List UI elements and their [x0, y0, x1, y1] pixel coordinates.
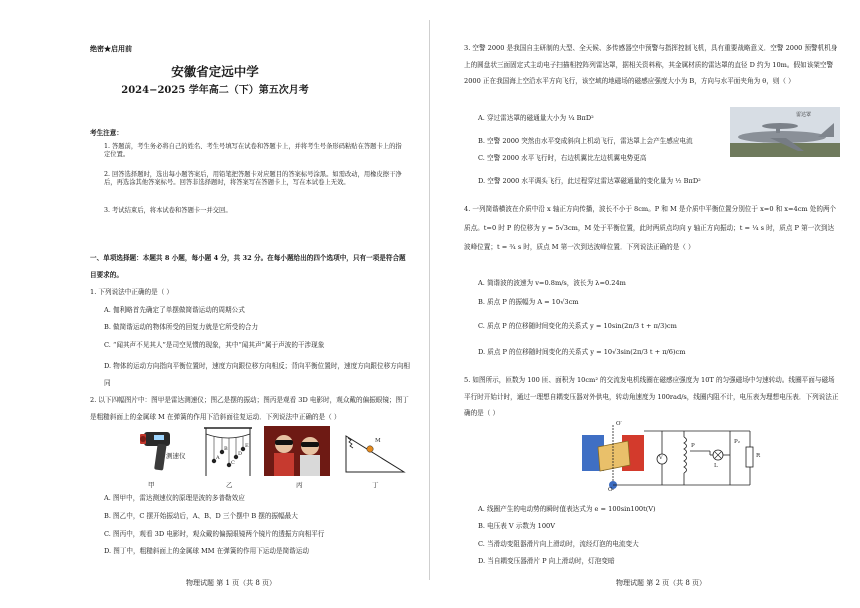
notice-3: 3. 考试结束后，将本试卷和答题卡一并交回。	[104, 207, 232, 214]
page-1-footer: 物理试题 第 1 页（共 8 页）	[186, 579, 277, 587]
axis-o-prime-label: O′	[616, 421, 622, 427]
q1-option-a: A. 伽利略首先确定了单摆做简谐运动的周期公式	[104, 306, 245, 314]
slider-p-label: P	[691, 443, 695, 449]
pendulum-b: B	[224, 446, 228, 452]
q1-option-c: C. “闻其声不见其人”是司空见惯的现象，其中“闻其声”属于声波的干涉现象	[104, 341, 325, 349]
notice-heading: 考生注意：	[90, 129, 123, 137]
resistor-label: R	[756, 453, 761, 459]
q2-option-c: C. 图丙中，观看 3D 电影时，观众戴的偏振眼镜两个镜片的透振方向相平行	[104, 530, 325, 538]
q1-option-b: B. 做简谐运动的物体所受的回复力就是它所受的合力	[104, 323, 259, 331]
q5-option-d: D. 当自耦变压器滑片 P 向上滑动时，灯泡变暗	[478, 557, 615, 565]
voltmeter-label: V	[659, 455, 663, 461]
slider-p2-label: P₂	[734, 439, 740, 445]
radar-gun-figure	[138, 426, 196, 476]
q5-option-b: B. 电压表 V 示数为 100V	[478, 522, 555, 530]
fig-label-bing: 丙	[296, 481, 303, 489]
q3-stem: 3. 空警 2000 是我国自主研制的大型、全天候、多传感器空中预警与指挥控制飞机，具有重要战略意义．空警 2000 预警机机身上的圆盘状三面固定式主动电子扫描相控阵列雷达罩，据相关资料称，其金属材质的雷达罩的直径 D 约为 10m。假如该架空警 2000 正在我国海上空沿水平方向飞行，该空域的地磁场的磁感应强度大小为 B，方向与水平面夹角为 θ，则（ ）	[464, 44, 838, 85]
secret-mark: 绝密★启用前	[90, 44, 132, 53]
incline-figure	[344, 428, 406, 476]
q4-option-b: B. 质点 P 的振幅为 A = 10√3cm	[478, 298, 579, 306]
school-name: 安徽省定远中学	[171, 64, 259, 79]
pendulum-d: D	[238, 451, 243, 457]
q5-option-c: C. 当滑动变阻器滑片向上滑动时，流经灯泡的电流变大	[478, 540, 639, 548]
page-2	[430, 0, 860, 608]
pendulum-c: C	[231, 460, 235, 466]
pendulum-e: E	[245, 443, 249, 449]
q5-option-a: A. 线圈产生的电动势的瞬时值表达式为 e = 100sin100t(V)	[478, 505, 656, 513]
axis-o-label: O	[608, 487, 613, 493]
q3-option-c: C. 空警 2000 水平飞行时，右边机翼比左边机翼电势更高	[478, 154, 647, 162]
q5-stem: 5. 如图所示，匝数为 100 匝、面积为 10cm² 的交流发电机线圈在磁感应强度为 10T 的匀强磁场中匀速转动。线圈平面与磁场平行时开始计时，通过一理想自耦变压器对外供电，转动角速度为 100rad/s，线圈内阻不计，电压表为理想电压表．下列说法正确的是（ ）	[464, 376, 839, 417]
fig-label-ding: 丁	[372, 481, 379, 489]
ball-label: M	[375, 438, 381, 444]
page-2-footer: 物理试题 第 2 页（共 8 页）	[616, 579, 707, 587]
notice-2: 2. 回答选择题时，选出每小题答案后，用铅笔把答题卡对应题目的答案标号涂黑。如需改动，用橡皮擦干净后，再选涂其他答案标号。回答非选择题时，将答案写在答题卡上，写在本试卷上无效。	[104, 171, 402, 186]
generator-circuit-figure	[570, 421, 770, 503]
pendulum-a: A	[216, 455, 220, 461]
q4-option-c: C. 质点 P 的位移随时间变化的关系式 y = 10sin(2π/3 t + π/3)cm	[478, 322, 677, 330]
pendulum-figure	[202, 424, 254, 478]
q2-option-b: B. 图乙中，C 摆开始振动后，A、B、D 三个摆中 B 摆的振幅最大	[104, 512, 298, 520]
q3-option-d: D. 空警 2000 水平调头飞行，此过程穿过雷达罩磁通量的变化量为 ½ BπD²	[478, 177, 701, 185]
q3-option-a: A. 穿过雷达罩的磁通量大小为 ¼ BπD²	[478, 114, 594, 122]
q1-option-d: D. 物体的运动方向指向平衡位置时，速度方向跟位移方向相反；背向平衡位置时，速度方向跟位移方向相同	[104, 362, 410, 387]
awacs-photo	[730, 107, 840, 157]
q3-option-b: B. 空警 2000 突然由水平变成斜向上机动飞行，雷达罩上会产生感应电流	[478, 137, 693, 145]
q4-option-a: A. 简谐波的波速为 v=0.8m/s，波长为 λ=0.24m	[478, 279, 626, 287]
notice-1: 1. 答题前，考生务必将自己的姓名、考生号填写在试卷和答题卡上，并将考生号条形码粘贴在答题卡上的指定位置。	[104, 143, 402, 158]
q1-stem: 1. 下列说法中正确的是（ ）	[90, 288, 174, 296]
section-heading: 一、单项选择题：本题共 8 小题，每小题 4 分，共 32 分。在每小题给出的四个选项中，只有一项是符合题目要求的。	[90, 254, 406, 279]
q2-option-a: A. 图甲中，雷达测速仪的原理是波的多普勒效应	[104, 494, 245, 502]
q4-stem: 4. 一列简谐横波在介质中沿 x 轴正方向传播，波长不小于 8cm。P 和 M 是介质中平衡位置分别位于 x=0 和 x=4cm 处的两个质点。t=0 时 P 的位移为 y = 5√3cm，M 处于平衡位置，此时两质点均向 y 轴正方向振动；t = ¼ s 时，质点 P 第一次到达波峰位置；t = ¾ s 时，质点 M 第一次到达波峰位置．下列说法正确的是（ ）	[464, 205, 837, 251]
q4-option-d: D. 质点 P 的位移随时间变化的关系式 y = 10√3sin(2π/3 t + π/6)cm	[478, 348, 686, 356]
fig-label-yi: 乙	[226, 481, 233, 489]
lamp-label: L	[714, 463, 718, 469]
q2-stem: 2. 以下四幅图片中：图甲是雷达测速仪；图乙是摆的振动；图丙是观看 3D 电影时，观众戴的偏振眼镜；图丁是粗糙斜面上的金属球 M 在弹簧的作用下沿斜面往复运动．下列说法中正确的是（ ）	[90, 396, 409, 421]
3d-glasses-photo	[264, 426, 330, 476]
exam-title: 2024−2025 学年高二（下）第五次月考	[121, 85, 309, 96]
q2-option-d: D. 图丁中，粗糙斜面上的金属球 MM 在弹簧的作用下运动是简谐运动	[104, 547, 309, 555]
radar-label: 测速仪	[166, 452, 186, 460]
fig-label-jia: 甲	[148, 481, 155, 489]
radar-dome-tag: 雷达罩	[796, 112, 812, 118]
